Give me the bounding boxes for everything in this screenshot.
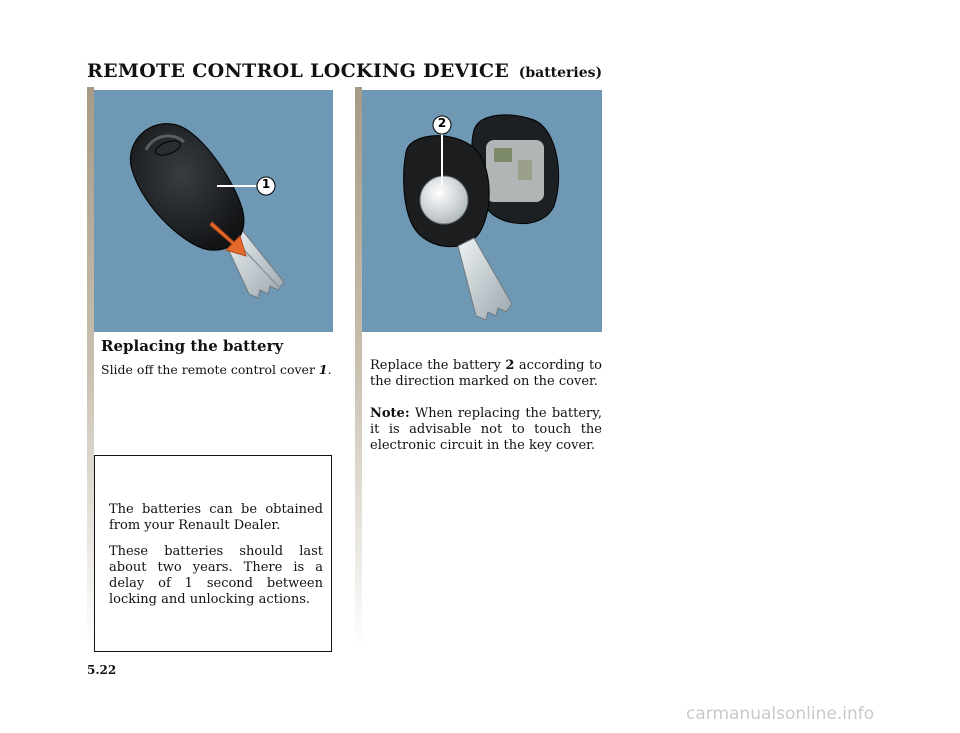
info-paragraph-1: The batteries can be obtained from your Renault Dealer. xyxy=(109,502,323,533)
battery-cover-photo xyxy=(362,90,602,332)
info-paragraph-2: These batteries should last about two years. There is a delay of 1 second between locking and unlocking actions. xyxy=(109,544,323,607)
right-column-bar xyxy=(355,87,362,647)
page-number: 5.22 xyxy=(87,663,117,677)
replace-ref: 2 xyxy=(505,358,515,373)
callout-number-2: 2 xyxy=(437,116,447,130)
left-column-bar xyxy=(87,87,94,647)
key-remote-photo xyxy=(94,90,333,332)
replace-text-after: according to the direction marked on the cover. xyxy=(370,358,603,389)
watermark: carmanualsonline.info xyxy=(686,704,875,724)
section-heading: Replacing the battery xyxy=(101,337,284,355)
instruction-ref: 1 xyxy=(318,362,328,377)
page-title-main: REMOTE CONTROL LOCKING DEVICE xyxy=(87,60,510,82)
note-label: Note: xyxy=(370,406,410,421)
replace-text-before: Replace the battery xyxy=(370,358,501,373)
note-paragraph xyxy=(370,406,602,454)
info-box xyxy=(94,455,332,652)
instruction-text: Slide off the remote control cover xyxy=(101,362,315,377)
callout-number-1: 1 xyxy=(261,177,271,191)
instruction-paragraph xyxy=(101,362,333,377)
page-title-subtitle: (batteries) xyxy=(518,65,603,81)
note-text: When replacing the battery, it is advisable not to touch the electronic circuit in the key cover. xyxy=(370,406,602,453)
page-title xyxy=(87,60,602,82)
key-remote-illustration xyxy=(94,90,333,332)
replace-battery-paragraph xyxy=(370,358,602,390)
battery-cover-illustration xyxy=(362,90,602,332)
instruction-end: . xyxy=(327,362,332,377)
